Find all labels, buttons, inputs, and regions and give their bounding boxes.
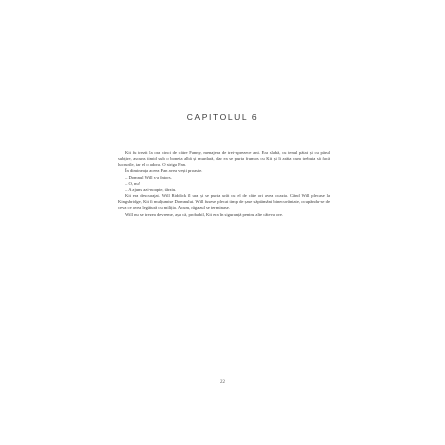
paragraph: Kit fu trezit la ora cinci de către Fanny, menajera de trei-sprezece ani. Era slabă, cu tenul pătat și cu părul subțire, ascuns timid sub o boneta albă și murdară, dar ea se purta frumos cu Kit și îi arăta cum trebuia să facă lucrurile, iar el o adora. O striga Fan.: [118, 150, 330, 168]
chapter-title: CAPITOLUL 6: [186, 112, 259, 122]
paragraph: – Domnul Will s-a întors.: [125, 174, 172, 180]
page-number: 22: [220, 380, 225, 385]
chapter-body: [118, 150, 330, 218]
paragraph: – O, nu!: [125, 180, 141, 186]
paragraph: În dimineața aceea Fan avea vești proaste.: [125, 168, 203, 174]
paragraph: Will nu se trezea devreme, așa că, probabil, Kit era în siguranță pentru alte câteva ore.: [125, 211, 284, 217]
paragraph: Kit era descurajat. Will Riddick îl ura și se purta urât cu el de câte ori avea ocazia. Când Will plecase la Kingsbridge, Kit îi mulțumise Domnului. Will fusese plecat timp de șase săptămâni binecuvântate, ocupându-se de ceva ce avea legătură cu miliția. Acum, răgazul se terminase.: [118, 193, 330, 211]
paragraph: – A ajuns azi-noapte, târziu.: [125, 186, 177, 192]
